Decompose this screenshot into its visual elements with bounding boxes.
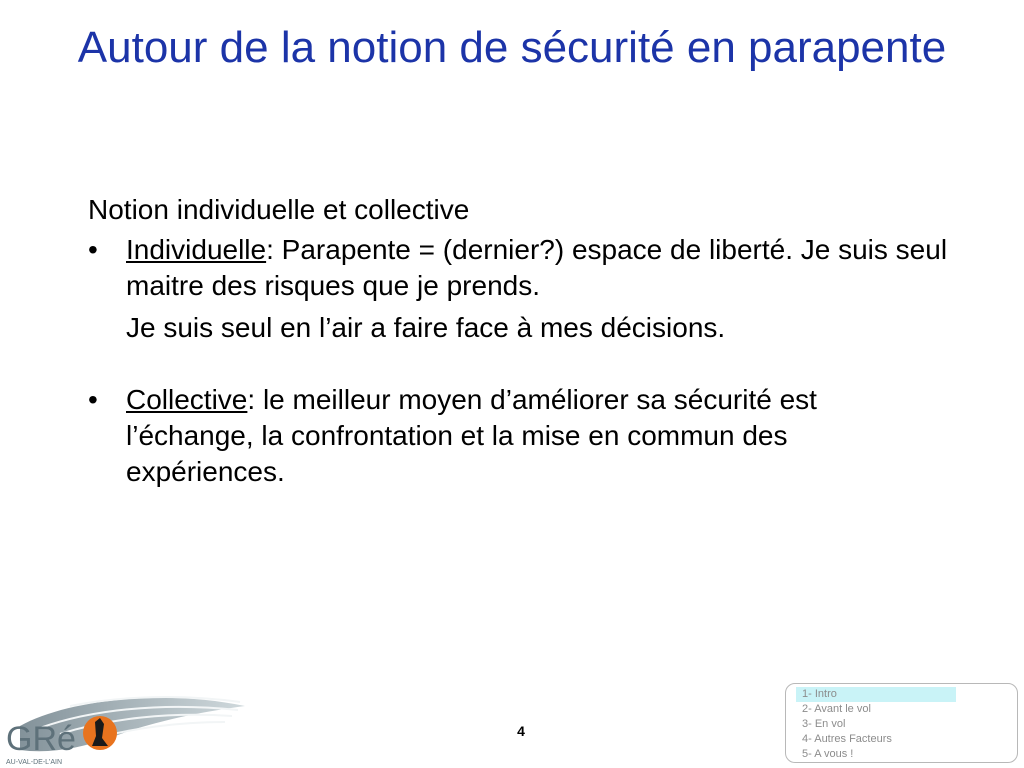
bullet-term: Collective xyxy=(126,384,248,415)
gre-logo xyxy=(0,688,250,768)
bullet-term: Individuelle xyxy=(126,234,267,265)
nav-item-intro[interactable]: 1- Intro xyxy=(796,687,956,702)
wing-logo-icon xyxy=(0,688,250,768)
section-nav xyxy=(785,683,1018,763)
nav-item-en-vol[interactable]: 3- En vol xyxy=(802,718,846,730)
nav-item-a-vous[interactable]: 5- A vous ! xyxy=(802,748,854,760)
slide-body xyxy=(88,192,948,490)
intro-line: Notion individuelle et collective xyxy=(88,194,470,225)
bullet-text: : Parapente = (dernier?) espace de liberté. Je suis seul maitre des risques que je prends. xyxy=(126,234,948,301)
bullet-collective xyxy=(88,382,948,490)
logo-text: GRé xyxy=(6,720,76,758)
bullet-dot: • xyxy=(88,384,98,415)
logo-subtext: AU-VAL-DE-L'AIN xyxy=(6,759,63,766)
section-nav-list xyxy=(796,687,956,762)
bullet-text: : le meilleur moyen d’améliorer sa sécurité est l’échange, la confrontation et la mise en commun des expériences. xyxy=(126,384,817,487)
page-number: 4 xyxy=(517,723,525,739)
slide-title: Autour de la notion de sécurité en parapente xyxy=(77,23,947,72)
nav-item-autres-facteurs[interactable]: 4- Autres Facteurs xyxy=(802,733,892,745)
bullet-individuelle xyxy=(88,232,948,304)
bullet-follow-line: Je suis seul en l’air a faire face à mes décisions. xyxy=(126,312,726,343)
nav-item-avant-le-vol[interactable]: 2- Avant le vol xyxy=(802,703,871,715)
bullet-dot: • xyxy=(88,234,98,265)
